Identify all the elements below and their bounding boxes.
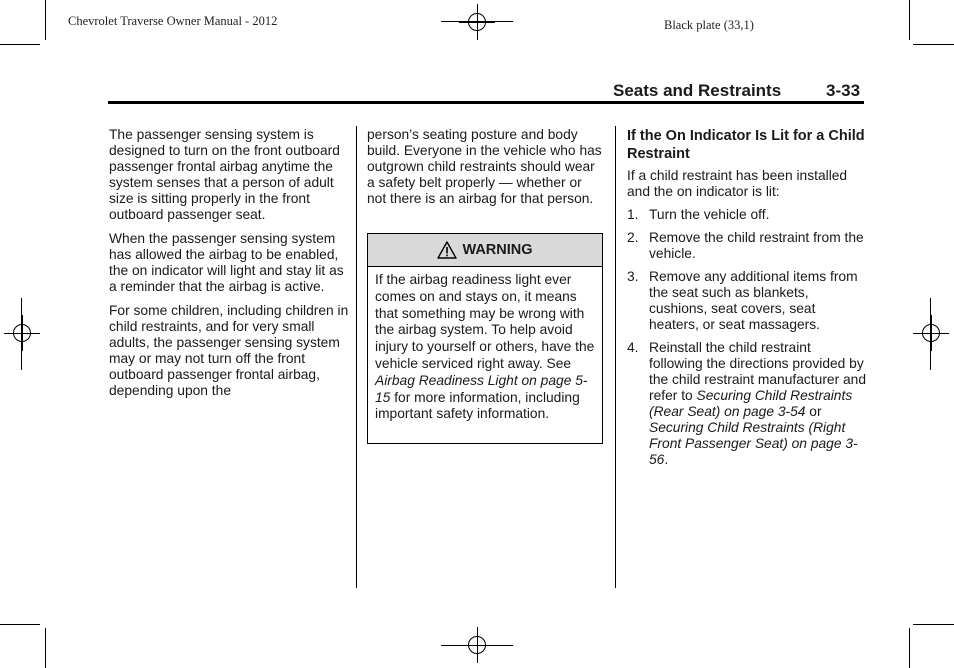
list-item [627,340,867,468]
plate-label: Black plate (33,1) [664,18,754,32]
reference-link[interactable]: Securing Child Restraints (Rear Seat) on page 3-54 [649,388,853,419]
registration-line [441,645,513,646]
page-number: 3-33 [826,81,861,100]
subsection-heading: If the On Indicator Is Lit for a Child Restraint [627,128,865,162]
registration-mark-left [4,315,40,351]
step-text: Reinstall the child restraint following the directions provided by the child restraint manufacturer and refer to [649,340,867,403]
warning-box [367,233,603,444]
paragraph: person’s seating posture and body build. Everyone in the vehicle who has outgrown child restraints should wear a safety belt properly — whether or not there is an airbag for that person. [367,127,602,206]
column-divider [615,126,616,588]
paragraph: When the passenger sensing system has allowed the airbag to be enabled, the on indicator will light and stay lit as a reminder that the airbag is active. [109,231,344,294]
paragraph: If a child restraint has been installed and the on indicator is lit: [627,168,848,199]
step-number: 4. [627,340,639,355]
warning-label: WARNING [462,242,533,258]
step-number: 1. [627,207,639,222]
list-item [627,207,867,223]
step-text: Remove the child restraint from the vehicle. [649,230,864,261]
registration-mark-right [913,315,949,351]
column-1 [109,127,349,407]
registration-mark-top [459,4,495,40]
crop-mark [909,0,910,40]
registration-line [21,298,22,370]
paragraph: For some children, including children in child restraints, and for very small adults, the passenger sensing system may or may not turn off the front outboard passenger frontal airbag, depending upon the [109,303,349,398]
warning-reference-link[interactable]: Airbag Readiness Light on page 5-15 [375,372,588,405]
warning-header [368,234,602,267]
paragraph: The passenger sensing system is designed to turn on the front outboard passenger frontal airbag anytime the system senses that a person of adult size is sitting properly in the front outboard passenger seat. [109,127,340,222]
warning-triangle-icon [437,241,457,259]
step-text-end: . [664,452,669,467]
list-item [627,269,867,333]
header-rule [108,101,864,104]
warning-text [368,267,602,428]
crop-mark [913,624,954,625]
crop-mark [913,44,954,45]
crop-mark [0,624,40,625]
crop-mark [0,44,40,45]
registration-line [930,298,931,370]
crop-mark [45,628,46,668]
list-item [627,230,867,262]
step-list [627,207,867,468]
column-2 [367,127,603,215]
step-number: 3. [627,269,639,284]
warning-text-before: If the airbag readiness light ever comes on and stays on, it means that something may be wrong with the airbag system. To help avoid injury to yourself or others, have the vehicle serviced right away. See [375,272,595,371]
crop-mark [909,628,910,668]
manual-title: Chevrolet Traverse Owner Manual - 2012 [68,14,278,28]
column-divider [356,126,357,588]
registration-line [441,21,513,22]
reference-link[interactable]: Securing Child Restraints (Right Front Passenger Seat) on page 3-56 [649,420,858,467]
step-text: Remove any additional items from the seat such as blankets, cushions, seat covers, seat heaters, or seat massagers. [649,269,858,332]
crop-mark [45,0,46,40]
warning-text-after: for more information, including important safety information. [375,389,580,422]
step-text-join: or [805,404,822,419]
column-3 [627,127,867,475]
step-text: Turn the vehicle off. [649,207,770,222]
section-title: Seats and Restraints [613,81,782,100]
step-number: 2. [627,230,639,245]
